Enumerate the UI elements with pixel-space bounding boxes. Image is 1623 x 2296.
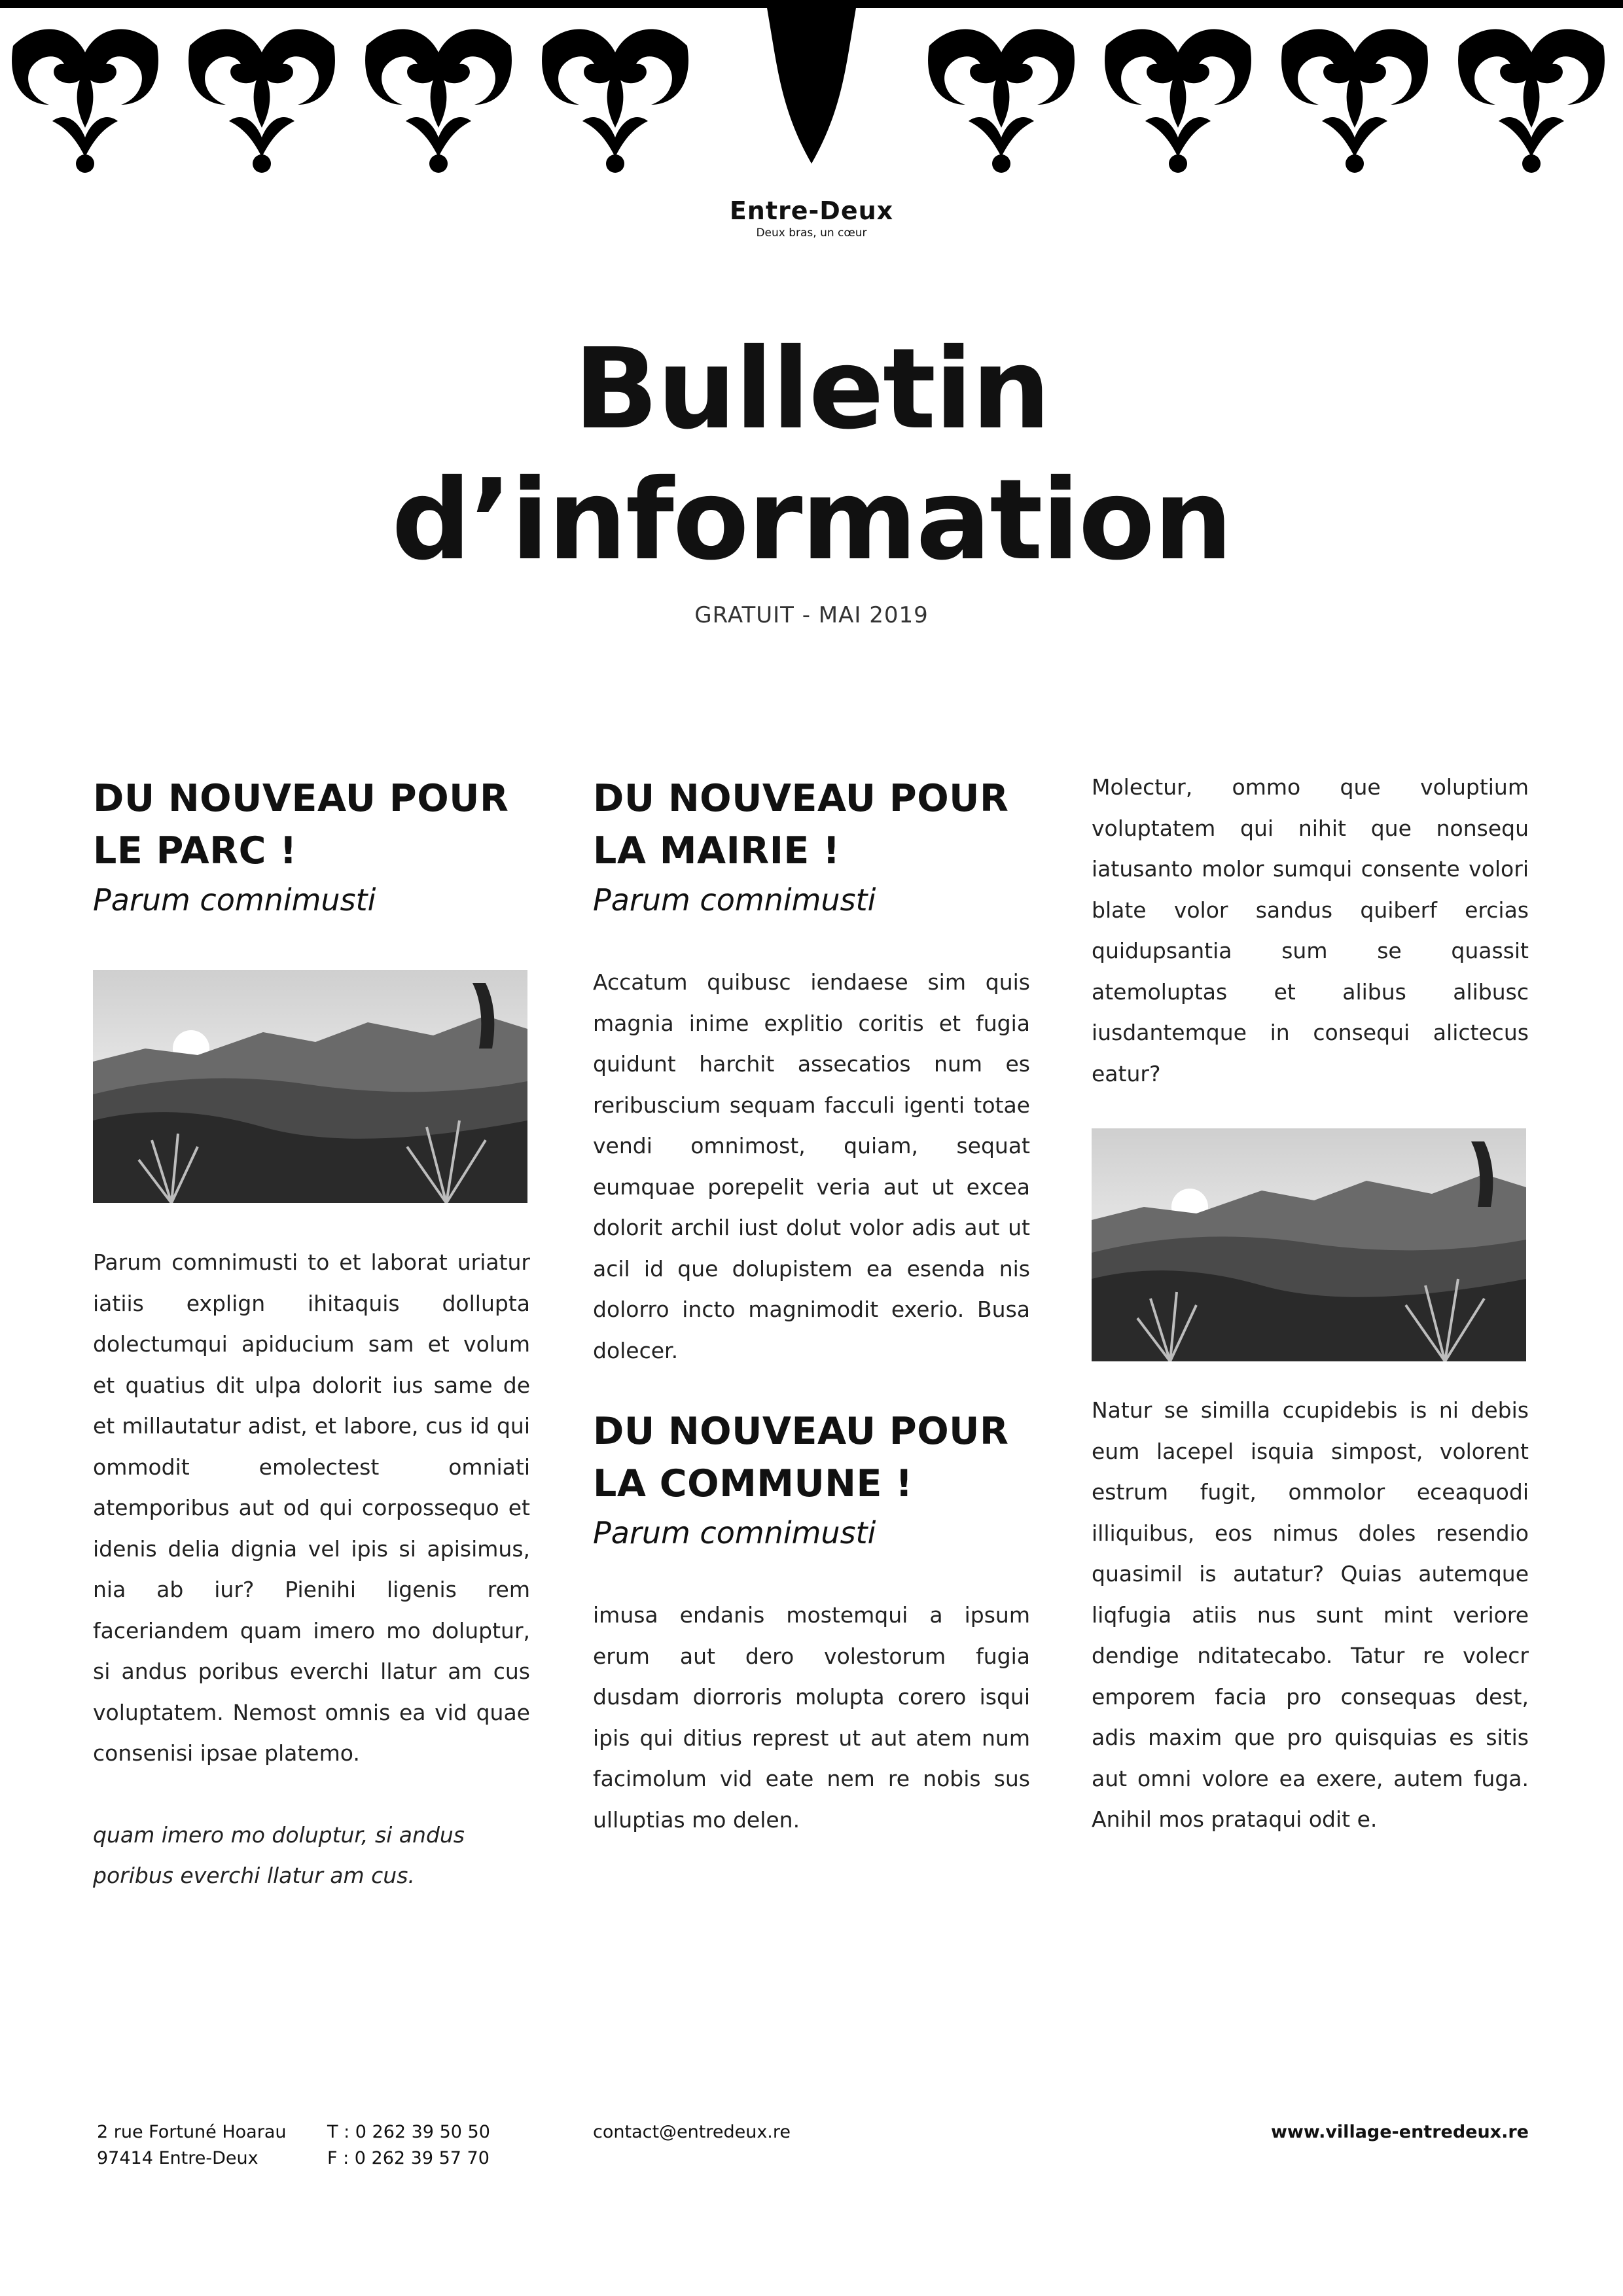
article-mairie-body: Accatum quibusc iendaese sim quis magnia inime explitio coritis et fugia quidunt harchit assecatios num es reribuscium sequam facculi igenti totae vendi omnimost, quiam, sequat eumquae porepelit veria aut ut excea dolorit archil iust dolut volor adis aut ut acil id que dolupistem ea esenda nis dolorro incto magnimodit exerio. Busa dolecer. xyxy=(593,969,1030,1363)
footer-tel: T : 0 262 39 50 50 xyxy=(327,2122,490,2142)
article-mairie xyxy=(593,772,1030,1840)
article-commune-heading-line2: LA COMMUNE ! xyxy=(593,1462,913,1505)
article-commune-heading-line1: DU NOUVEAU POUR xyxy=(593,1410,1009,1453)
footer-address xyxy=(97,2119,287,2172)
article-parc-heading xyxy=(93,772,530,877)
brand-block xyxy=(0,196,1623,240)
article-parc-heading-line2: LE PARC ! xyxy=(93,829,297,872)
landscape-photo-icon xyxy=(1092,1128,1526,1361)
footer-address-line2: 97414 Entre-Deux xyxy=(97,2148,259,2168)
article-parc-heading-line1: DU NOUVEAU POUR xyxy=(93,777,509,820)
brand-tagline: Deux bras, un cœur xyxy=(756,226,867,240)
article-col3-body2: Natur se similla ccupidebis is ni debis eum lacepel isquia simpost, volorent estrum fugit, ommolor eceaquodi illiquibus, eos nimus doles resendio quasimil is autatur? Quias autemque liqfugia atiis nus sunt mint veriore dendige nditatecabo. Tatur re volecr emporem facia pro consequas dest, adis maxim que pro quisquias es sitis aut omni volore ea exere, autem fuga. Anihil mos prataqui odit e. xyxy=(1092,1397,1529,1832)
article-col3-body1: Molectur, ommo que voluptium voluptatem qui nihit que nonsequ iatusanto molor sumqui consente volori blate volor sandus quiberf ercias quidupsantia sum se quassit atemoluptas et alibus alibusc iusdantemque in consequi alictecus eatur? xyxy=(1092,774,1529,1086)
footer-fax: F : 0 262 39 57 70 xyxy=(327,2148,490,2168)
article-mairie-subtitle: Parum comnimusti xyxy=(593,882,876,918)
page-title xyxy=(0,324,1623,586)
brand-name: Entre-Deux xyxy=(729,196,894,225)
article-commune-body: imusa endanis mostemqui a ipsum erum aut dero volestorum fugia dusdam diorroris molupta corero isqui ipis qui ditius represt ut aut atem num facimolum vid eate nem re nobis sus ulluptias mo delen. xyxy=(593,1602,1030,1833)
article-mairie-heading xyxy=(593,772,1030,877)
footer-email[interactable]: contact@entredeux.re xyxy=(593,2122,791,2142)
article-continued xyxy=(1092,767,1529,1840)
article-commune-heading xyxy=(593,1405,1030,1510)
issue-label: GRATUIT - MAI 2019 xyxy=(694,602,929,628)
article-parc-subtitle: Parum comnimusti xyxy=(93,882,376,918)
article-parc-body: Parum comnimusti to et laborat uriatur iatiis explign ihitaquis dollupta dolectumqui apiducium sam et volum et quatius dit ulpa dolorit ius same de et millautatur adist, et labore, cus id qui ommodit emolectest omniati atemporibus aut od qui corpossequo et idenis delia dignia vel ipis si apisimus, nia ab iur? Pienihi ligenis rem faceriandem quam imero mo doluptur, si andus poribus everchi llatur am cus voluptatem. Nemost omnis ea vid quae consenisi ipsae platemo. xyxy=(93,1249,530,1766)
article-parc xyxy=(93,772,530,1897)
article-mairie-heading-line1: DU NOUVEAU POUR xyxy=(593,777,1009,820)
article-commune xyxy=(593,1405,1030,1840)
footer-address-line1: 2 rue Fortuné Hoarau xyxy=(97,2122,287,2142)
ornamental-border-icon xyxy=(0,0,1623,183)
page-title-line1: Bulletin xyxy=(573,325,1050,454)
footer-website[interactable]: www.village-entredeux.re xyxy=(1270,2122,1529,2142)
page-title-line2: d’information xyxy=(391,456,1232,585)
article-commune-subtitle: Parum comnimusti xyxy=(593,1515,876,1551)
article-mairie-heading-line2: LA MAIRIE ! xyxy=(593,829,840,872)
article-parc-quote: quam imero mo doluptur, si andus poribus everchi llatur am cus. xyxy=(93,1821,465,1888)
footer-phones xyxy=(327,2119,490,2172)
landscape-photo-icon xyxy=(93,970,527,1203)
